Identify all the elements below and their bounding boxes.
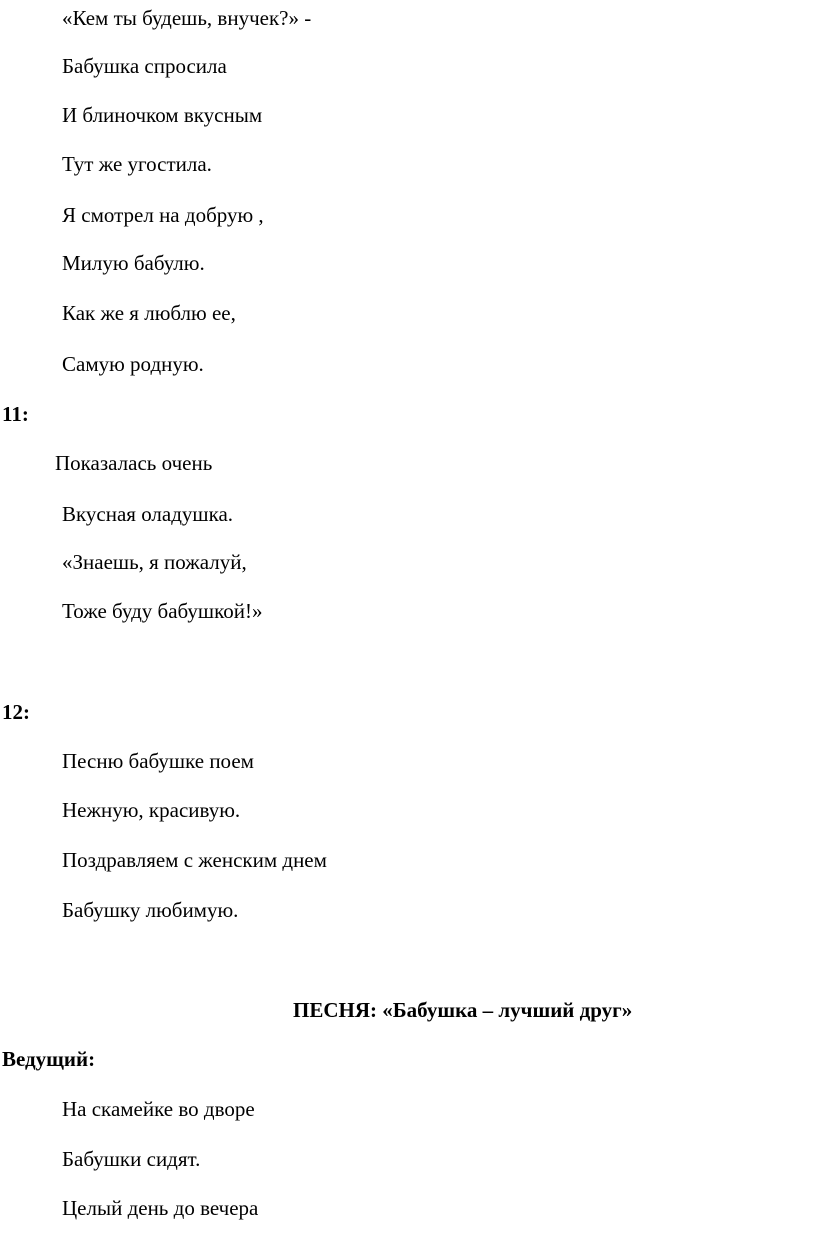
poem-line: Вкусная оладушка. [62,502,234,526]
poem-line: На скамейке во дворе [62,1097,255,1121]
speaker-label-12: 12: [2,700,30,724]
poem-line: Целый день до вечера [62,1196,259,1220]
poem-line: Бабушка спросила [62,54,227,78]
poem-line: Я смотрел на добрую , [62,203,264,227]
poem-line: «Кем ты будешь, внучек?» - [62,6,312,30]
poem-line: «Знаешь, я пожалуй, [62,550,247,574]
poem-line: Самую родную. [62,352,204,376]
poem-line: Поздравляем с женским днем [62,848,327,872]
poem-line: И блиночком вкусным [62,103,263,127]
speaker-label-11: 11: [2,402,29,426]
poem-line: Тут же угостила. [62,152,212,176]
poem-line: Как же я люблю ее, [62,301,236,325]
host-label: Ведущий: [2,1047,96,1071]
poem-line: Нежную, красивую. [62,798,241,822]
poem-line: Тоже буду бабушкой!» [62,599,263,623]
poem-line: Милую бабулю. [62,251,205,275]
poem-line: Бабушки сидят. [62,1147,201,1171]
poem-line: Показалась очень [55,451,213,475]
poem-line: Бабушку любимую. [62,898,239,922]
poem-line: Песню бабушке поем [62,749,254,773]
song-heading: ПЕСНЯ: «Бабушка – лучший друг» [293,998,633,1022]
